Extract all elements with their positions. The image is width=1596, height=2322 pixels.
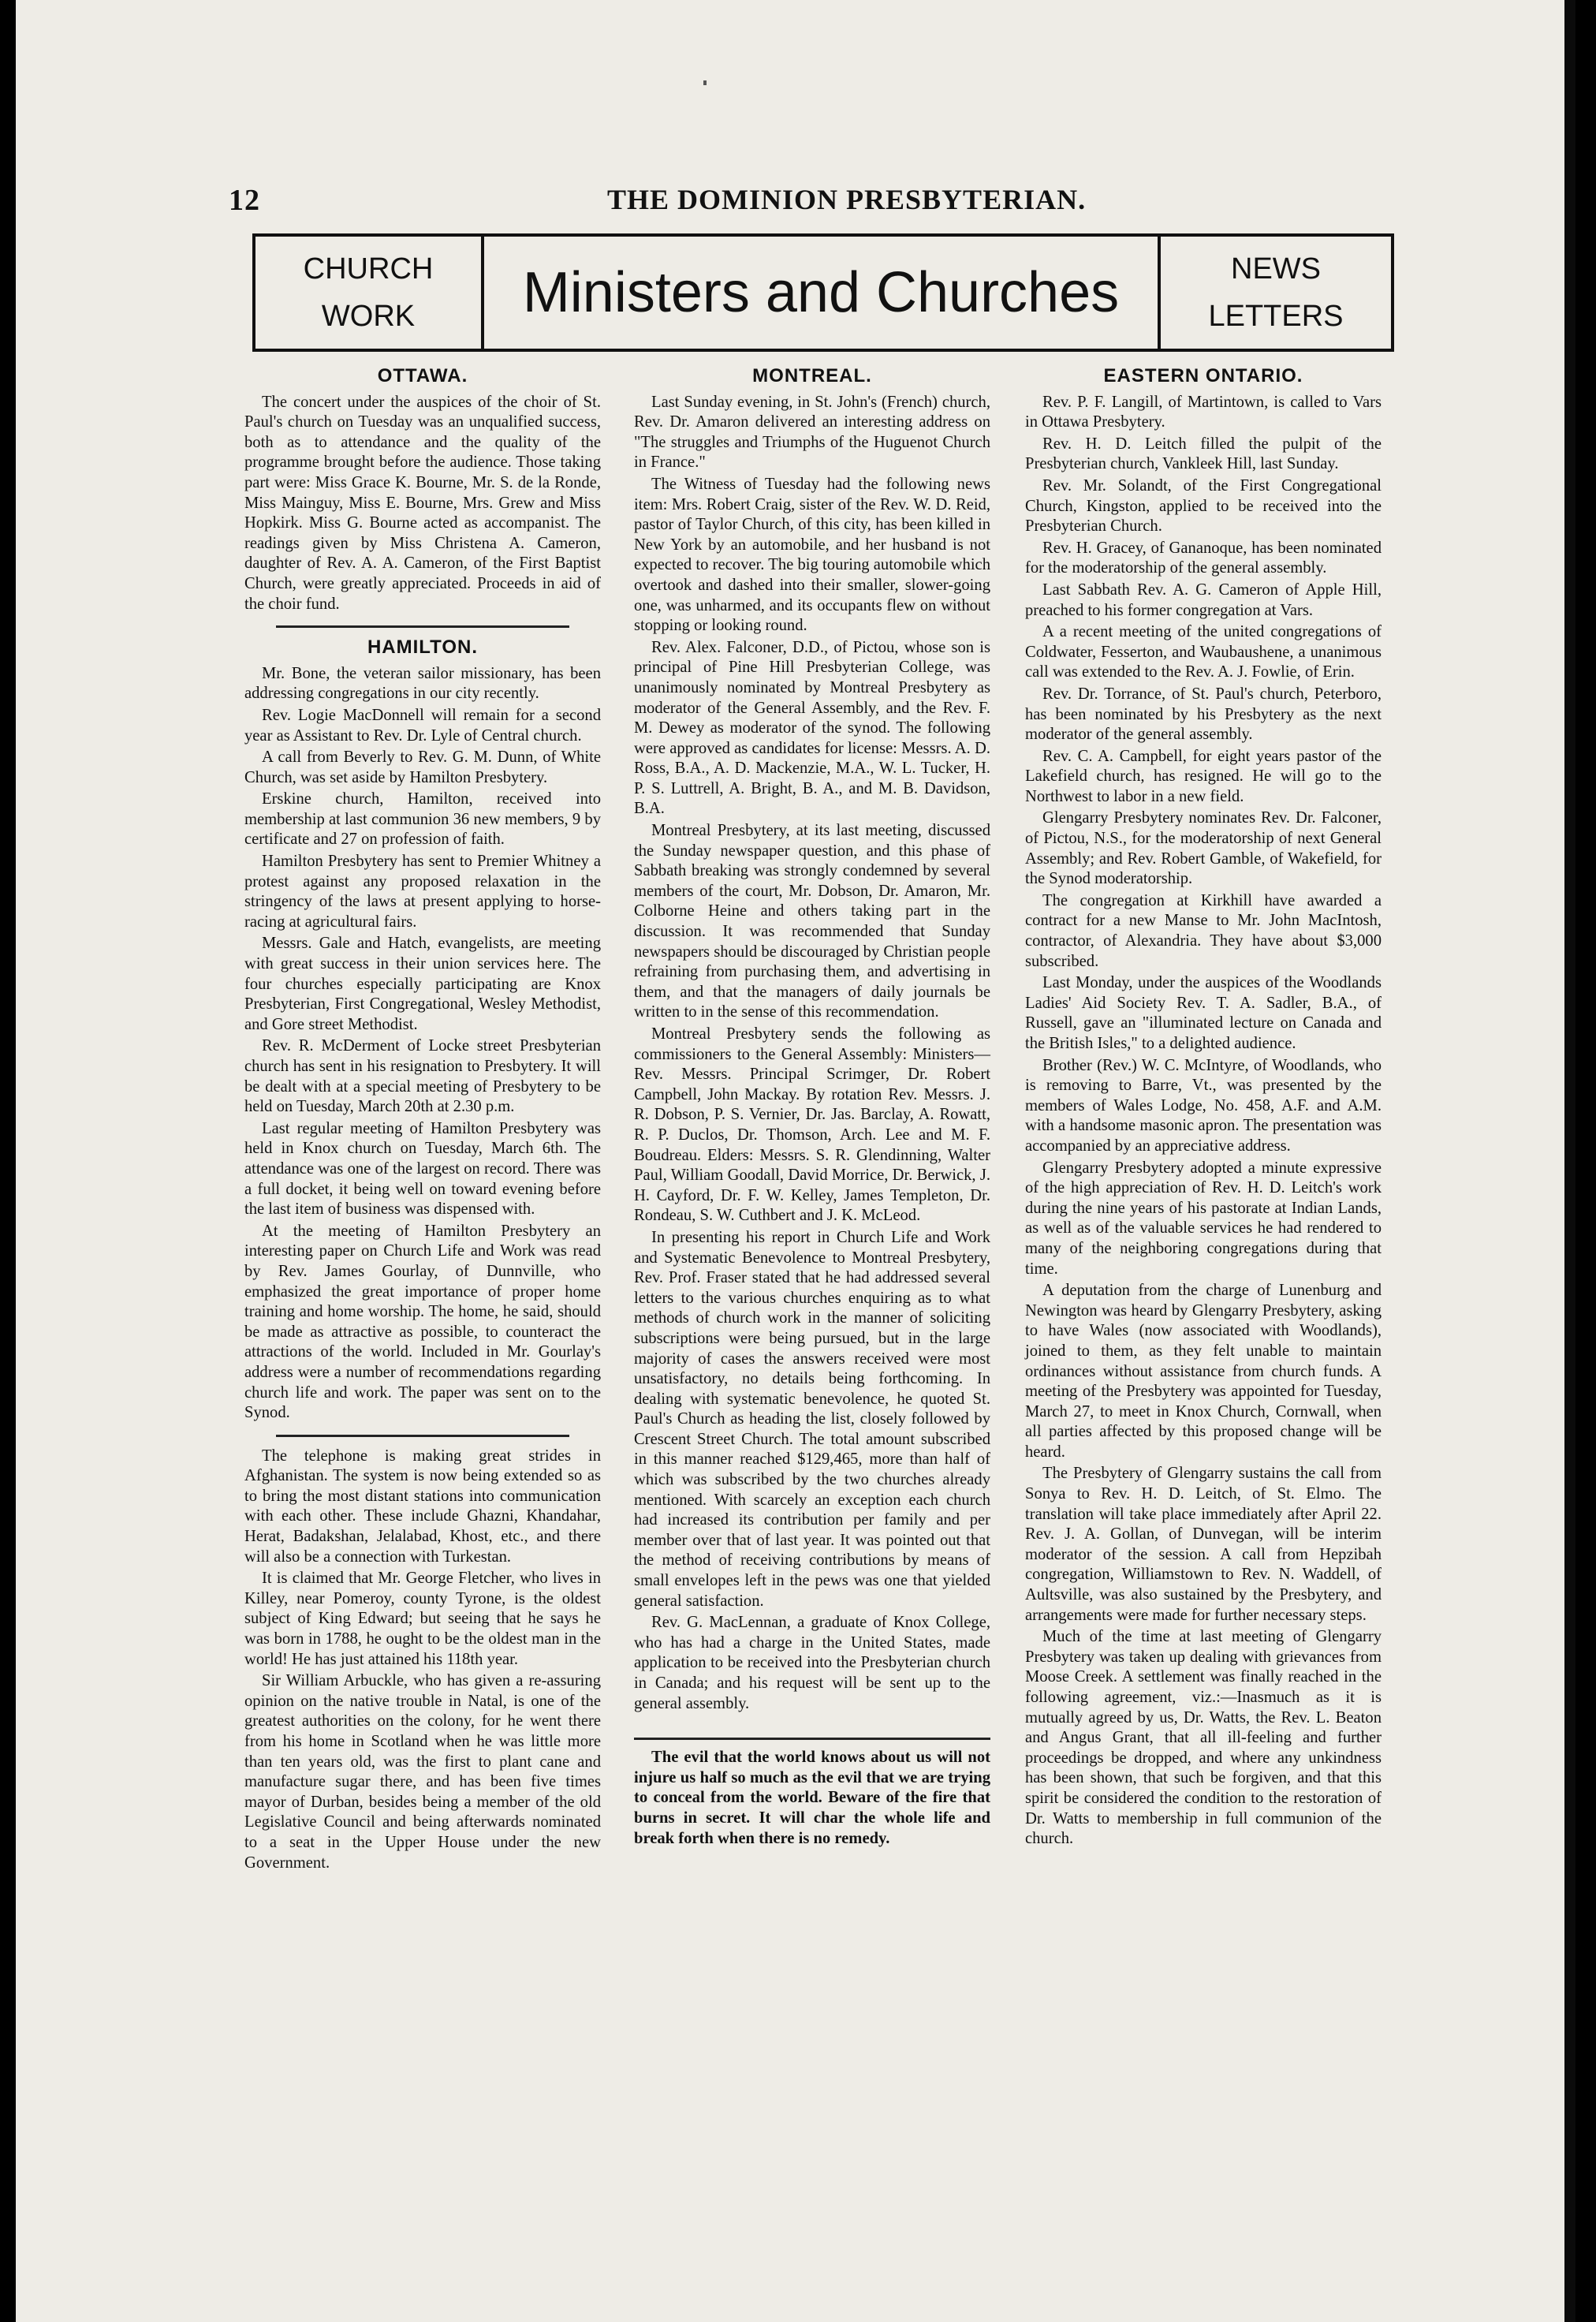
- article-paragraph: The Presbytery of Glengarry sustains the call from Sonya to Rev. H. D. Leitch, of St. Elmo. The translation will take place immediately after April 22. Rev. J. A. Gollan, of Dunvegan, will be interim moderator of the session. A call from Hepzibah congregation, Williamstown to Rev. N. Waddell, of Aultsville, was also sustained by the Presbytery, and arrangements were made for further necessary steps.: [1025, 1465, 1382, 1624]
- article-paragraph: A deputation from the charge of Lunenburg and Newington was heard by Glengarry Presbytery, asking to have Wales (now associated with Woodlands), joined to them, as they felt unable to maintain ordinances without assistance from church funds. A meeting of the Presbytery was appointed for Tuesday, March 27, to meet in Knox Church, Cornwall, when all parties affected by this proposed change will be heard.: [1025, 1282, 1382, 1461]
- banner-right-box: [1158, 237, 1391, 349]
- montreal-heading: MONTREAL.: [752, 365, 872, 386]
- column-left: [244, 361, 601, 1875]
- article-paragraph: Glengarry Presbytery adopted a minute expressive of the high appreciation of Rev. H. D. Leitch's work during the nine years of his pastorate at Indian Lands, as well as of the valuable services he had rendered to many of the neighboring congregations during that time.: [1025, 1159, 1382, 1278]
- article-paragraph: It is claimed that Mr. George Fletcher, who lives in Killey, near Pomeroy, county Tyrone, is the oldest subject of King Edward; but seeing that he says he was born in 1788, he ought to be the oldest man in the world! He has just attained his 118th year.: [244, 1570, 601, 1668]
- article-paragraph: The congregation at Kirkhill have awarded a contract for a new Manse to Mr. John MacIntosh, contractor, of Alexandria. They have about $3,000 subscribed.: [1025, 891, 1382, 970]
- article-paragraph: Rev. C. A. Campbell, for eight years pastor of the Lakefield church, has resigned. He will go to the Northwest to labor in a new field.: [1025, 747, 1382, 805]
- article-paragraph: Messrs. Gale and Hatch, evangelists, are meeting with great success in their union services here. The four churches especially participating are Knox Presbyterian, First Congregational, Wesley Methodist, and Gore street Methodist.: [244, 935, 601, 1033]
- article-paragraph: Montreal Presbytery, at its last meeting, discussed the Sunday newspaper question, and this phase of Sabbath breaking was strongly condemned by several members of the court, Mr. Dobson, Dr. Amaron, Mr. Colborne Heine and others taking part in the discussion. It was recommended that Sunday newspapers should be discouraged by Christian people refraining from purchasing them, and advertising in them, and that the managers of daily journals be written to in the sense of this recommendation.: [634, 822, 990, 1021]
- article-paragraph: The Witness of Tuesday had the following news item: Mrs. Robert Craig, sister of the Rev. W. D. Reid, pastor of Taylor Church, of this city, has been killed in New York by an automobile, and her husband is not expected to recover. The big touring automobile which overtook and dashed into their smaller, slower-going one, was unharmed, and its occupants flew on without stopping or looking round.: [634, 475, 990, 635]
- boxed-quote: [634, 1738, 990, 1849]
- article-paragraph: At the meeting of Hamilton Presbytery an interesting paper on Church Life and Work was read by Rev. James Gourlay, of Dunnville, who emphasized the great importance of proper home training and home worship. The home, he said, should be made as attractive as possible, to counteract the attractions of the world. Included in Mr. Gourlay's address were a number of recommendations regarding church life and work. The paper was sent on to the Synod.: [244, 1222, 601, 1422]
- scan-speck: [703, 80, 707, 85]
- section-banner: [252, 233, 1394, 352]
- section-divider: [276, 625, 569, 628]
- article-paragraph: Much of the time at last meeting of Glengarry Presbytery was taken up dealing with grievances from Moose Creek. A settlement was finally reached in the following agreement, viz.:—Inasmuch as it is mutually agreed by us, Dr. Watts, the Rev. L. Beaton and Angus Grant, that all ill-feeling and further proceedings be dropped, and where any unkindness has been shown, that such be forgiven, and that this spirit be considered the condition to the restoration of Dr. Watts to membership in full communion of the church.: [1025, 1628, 1382, 1848]
- article-paragraph: Rev. H. D. Leitch filled the pulpit of the Presbyterian church, Vankleek Hill, last Sunday.: [1025, 435, 1382, 473]
- quote-text: The evil that the world knows about us will not injure us half so much as the evil that we are trying to conceal from the world. Beware of the fire that burns in secret. It will char the whole life and break forth when there is no remedy.: [634, 1749, 990, 1847]
- scan-border: [1564, 0, 1575, 2322]
- article-paragraph: Sir William Arbuckle, who has given a re-assuring opinion on the native trouble in Natal, is one of the greatest authorities on the colony, for he went there from his home in Scotland when he was little more than ten years old, was the first to plant cane and manufacture sugar there, and has been five times mayor of Durban, besides being a member of the old Legislative Council and being afterwards nominated to a seat in the Upper House under the new Government.: [244, 1672, 601, 1872]
- page-number: 12: [229, 184, 260, 217]
- article-paragraph: Mr. Bone, the veteran sailor missionary, has been addressing congregations in our city recently.: [244, 664, 601, 703]
- banner-right-line1: NEWS: [1231, 252, 1321, 286]
- article-paragraph: Montreal Presbytery sends the following as commissioners to the General Assembly: Ministers—Rev. Messrs. Principal Scrimger, Dr. Robert Campbell, John Mackay. By rotation Rev. Messrs. J. R. Dobson, P. S. Vernier, Dr. Jas. Barclay, A. Rowatt, R. P. Duclos, Dr. Thomson, Arch. Lee and M. F. Boudreau. Elders: Messrs. S. R. Glendinning, Walter Paul, William Goodall, David Morrice, Dr. Berwick, J. H. Cayford, Dr. F. W. Kelley, James Templeton, Dr. Rondeau, S. W. Cuthbert and J. K. McLeod.: [634, 1025, 990, 1225]
- article-paragraph: Last Sabbath Rev. A. G. Cameron of Apple Hill, preached to his former congregation at Vars.: [1025, 580, 1382, 619]
- section-divider: [276, 1435, 569, 1437]
- article-paragraph: The concert under the auspices of the choir of St. Paul's church on Tuesday was an unqualified success, both as to attendance and the quality of the programme brought before the audience. Those taking part were: Miss Grace K. Bourne, Mr. S. de la Ronde, Miss Mainguy, Miss E. Bourne, Mrs. Grew and Miss Hopkirk. Miss G. Bourne acted as accompanist. The readings given by Miss Christena A. Cameron, daughter of Rev. A. A. Cameron, of the First Baptist Church, were greatly appreciated. Proceeds in aid of the choir fund.: [244, 393, 601, 613]
- banner-left-line2: WORK: [321, 300, 416, 333]
- article-paragraph: Erskine church, Hamilton, received into membership at last communion 36 new members, 9 by certificate and 27 on profession of faith.: [244, 790, 601, 849]
- article-paragraph: Hamilton Presbytery has sent to Premier Whitney a protest against any proposed relaxation in the stringency of the laws at present applying to horse-racing at agricultural fairs.: [244, 853, 601, 931]
- banner-left-line1: CHURCH: [303, 252, 434, 286]
- article-paragraph: Last Sunday evening, in St. John's (French) church, Rev. Dr. Amaron delivered an interesting address on "The struggles and Triumphs of the Huguenot Church in France.": [634, 393, 990, 472]
- hamilton-heading: HAMILTON.: [367, 636, 479, 659]
- banner-left-box: [255, 237, 484, 349]
- column-right: [1025, 361, 1382, 1851]
- article-paragraph: Rev. H. Gracey, of Gananoque, has been nominated for the moderatorship of the general assembly.: [1025, 539, 1382, 577]
- running-header: [229, 183, 1396, 215]
- section-title: Ministers and Churches: [522, 261, 1120, 324]
- banner-right-line2: LETTERS: [1208, 300, 1344, 333]
- article-paragraph: Rev. Dr. Torrance, of St. Paul's church, Peterboro, has been nominated by his Presbytery as the next moderator of the general assembly.: [1025, 685, 1382, 744]
- publication-title: THE DOMINION PRESBYTERIAN.: [607, 184, 1087, 215]
- article-paragraph: Last regular meeting of Hamilton Presbytery was held in Knox church on Tuesday, March 6th. The attendance was one of the largest on record. There was a full docket, it being well on toward evening before the last item of business was dispensed with.: [244, 1119, 601, 1219]
- article-paragraph: A a recent meeting of the united congregations of Coldwater, Fesserton, and Waubaushene, a unanimous call was extended to the Rev. A. J. Fowlie, of Erin.: [1025, 623, 1382, 681]
- article-paragraph: Last Monday, under the auspices of the Woodlands Ladies' Aid Society Rev. T. A. Sadler, B.A., of Russell, gave an "illuminated lecture on Canada and the British Isles," to a delighted audience.: [1025, 974, 1382, 1052]
- article-paragraph: Rev. Logie MacDonnell will remain for a second year as Assistant to Rev. Dr. Lyle of Central church.: [244, 706, 601, 745]
- article-paragraph: Rev. Alex. Falconer, D.D., of Pictou, whose son is principal of Pine Hill Presbyterian College, was unanimously nominated by Montreal Presbytery as moderator of the General Assembly, and the Rev. F. M. Dewey as moderator of the synod. The following were approved as candidates for license: Messrs. A. D. Ross, B.A., A. D. Mackenzie, M.A., W. L. Tucker, H. P. S. Luttrell, A. Bright, B. A., and M. B. Davidson, B.A.: [634, 638, 990, 818]
- newspaper-page: [16, 0, 1575, 2322]
- ottawa-heading: OTTAWA.: [377, 365, 468, 386]
- article-paragraph: In presenting his report in Church Life and Work and Systematic Benevolence to Montreal Presbytery, Rev. Prof. Fraser stated that he had addressed several letters to the various churches enquiring as to what methods of church work in the manner of soliciting subscriptions were being pursued, but in the large majority of cases the answers received were most unsatisfactory, no details being forthcoming. In dealing with systematic benevolence, he quoted St. Paul's Church as heading the list, closely followed by Crescent Street Church. The total amount subscribed in this manner reached $129,465, more than half of which was subscribed by the two churches already mentioned. With scarcely an exception each church had increased its contribution per family and per member over that of last year. It was pointed out that the method of receiving contributions by means of small envelopes left in the pews was one that yielded general satisfaction.: [634, 1228, 990, 1610]
- article-paragraph: Glengarry Presbytery nominates Rev. Dr. Falconer, of Pictou, N.S., for the moderatorship of next General Assembly; and Rev. Robert Gamble, of Wakefield, for the Synod moderatorship.: [1025, 809, 1382, 888]
- article-paragraph: Rev. P. F. Langill, of Martintown, is called to Vars in Ottawa Presbytery.: [1025, 393, 1382, 431]
- article-paragraph: Rev. Mr. Solandt, of the First Congregational Church, Kingston, applied to be received into the Presbyterian Church.: [1025, 476, 1382, 536]
- article-paragraph: The telephone is making great strides in Afghanistan. The system is now being extended so as to bring the most distant stations into communication with each other. These include Ghazni, Khandahar, Herat, Badakshan, Jelalabad, Khost, etc., and there will also be a connection with Turkestan.: [244, 1447, 601, 1566]
- column-middle: [634, 361, 990, 1849]
- article-paragraph: Rev. R. McDerment of Locke street Presbyterian church has sent in his resignation to Presbytery. It will be dealt with at a special meeting of Presbytery to be held on Tuesday, March 20th at 2.30 p.m.: [244, 1037, 601, 1116]
- article-paragraph: A call from Beverly to Rev. G. M. Dunn, of White Church, was set aside by Hamilton Presbytery.: [244, 748, 601, 786]
- article-paragraph: Brother (Rev.) W. C. McIntyre, of Woodlands, who is removing to Barre, Vt., was presented by the members of Wales Lodge, No. 458, A.F. and A.M. with a handsome masonic apron. The presentation was accompanied by an appreciative address.: [1025, 1056, 1382, 1155]
- eastern-ontario-heading: EASTERN ONTARIO.: [1103, 365, 1303, 386]
- article-paragraph: Rev. G. MacLennan, a graduate of Knox College, who has had a charge in the United States, made application to be received into the Presbyterian church in Canada; and his request will be sent up to the general assembly.: [634, 1614, 990, 1712]
